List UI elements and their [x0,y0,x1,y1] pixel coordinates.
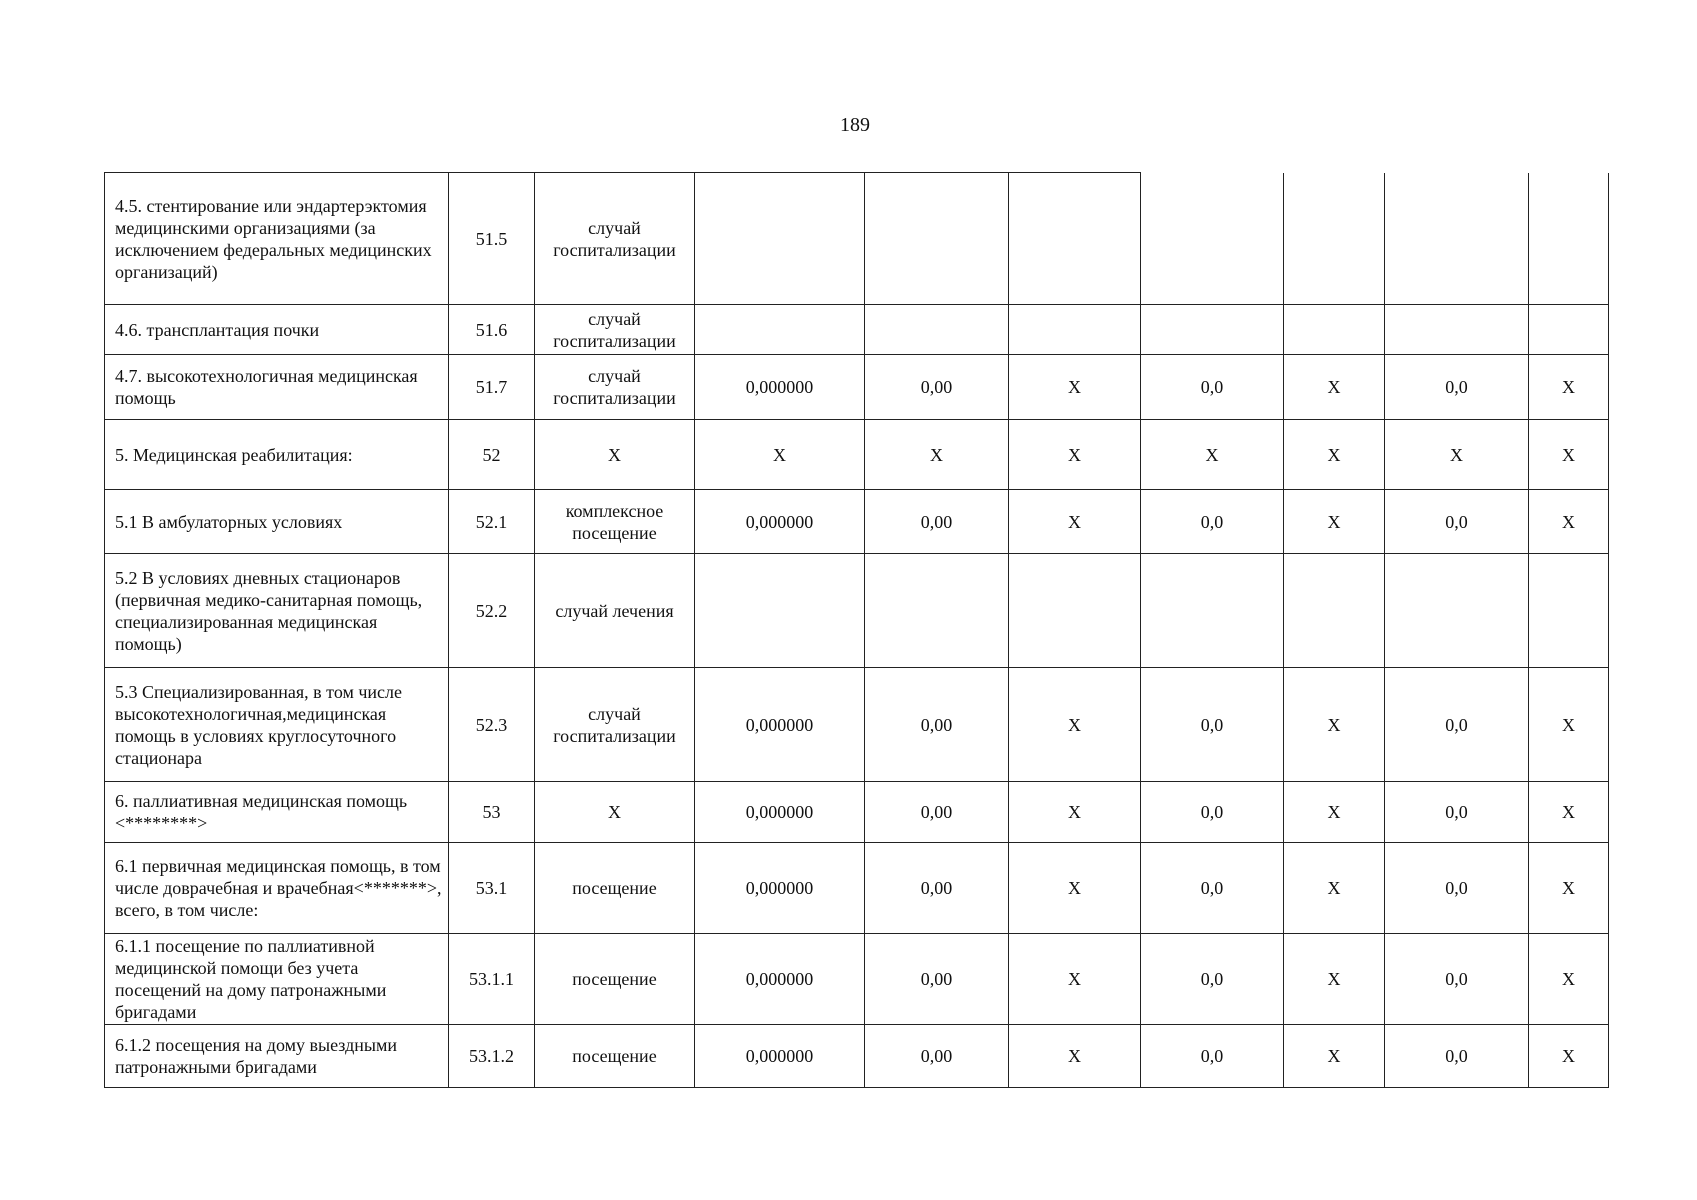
row-code: 53.1 [449,843,535,934]
row-value-2: 0,00 [865,668,1009,782]
row-name: 5.1 В амбулаторных условиях [105,490,449,554]
row-unit: посещение [535,1025,695,1088]
row-value-4 [1141,554,1284,668]
row-value-4: 0,0 [1141,934,1284,1025]
row-value-6: 0,0 [1385,934,1529,1025]
row-name: 5.3 Специализированная, в том числе высокотехнологичная,медицинская помощь в условиях круглосуточного стационара [105,668,449,782]
row-value-4: 0,0 [1141,782,1284,843]
row-value-4: 0,0 [1141,1025,1284,1088]
row-value-5: X [1284,1025,1385,1088]
row-code: 51.5 [449,173,535,305]
row-value-7 [1529,173,1609,305]
row-value-3: X [1009,843,1141,934]
row-value-5 [1284,305,1385,355]
row-value-7: X [1529,668,1609,782]
row-name: 6.1.2 посещения на дому выездными патронажными бригадами [105,1025,449,1088]
row-value-5: X [1284,490,1385,554]
row-value-7: X [1529,1025,1609,1088]
row-value-2: 0,00 [865,490,1009,554]
row-code: 52.2 [449,554,535,668]
row-code: 52.1 [449,490,535,554]
row-name: 4.5. стентирование или эндартерэктомия медицинскими организациями (за исключением федеральных медицинских организаций) [105,173,449,305]
row-unit: комплексное посещение [535,490,695,554]
row-value-7: X [1529,843,1609,934]
row-value-6 [1385,305,1529,355]
row-value-1: X [695,420,865,490]
table-row [105,1025,1609,1088]
row-unit: случай госпитализации [535,305,695,355]
row-value-6: 0,0 [1385,355,1529,420]
row-value-1: 0,000000 [695,1025,865,1088]
row-unit: случай госпитализации [535,355,695,420]
row-value-7: X [1529,934,1609,1025]
row-unit: посещение [535,843,695,934]
row-value-4 [1141,305,1284,355]
row-value-7: X [1529,355,1609,420]
row-value-6: 0,0 [1385,782,1529,843]
table-row [105,305,1609,355]
row-value-6 [1385,173,1529,305]
row-value-5: X [1284,843,1385,934]
row-value-7: X [1529,490,1609,554]
table-row [105,490,1609,554]
row-value-2 [865,305,1009,355]
row-value-5: X [1284,355,1385,420]
row-value-6: 0,0 [1385,1025,1529,1088]
table-row [105,782,1609,843]
row-name: 6.1 первичная медицинская помощь, в том числе доврачебная и врачебная<*******>, всего, в том числе: [105,843,449,934]
row-name: 4.6. трансплантация почки [105,305,449,355]
table-row [105,355,1609,420]
row-value-6: 0,0 [1385,490,1529,554]
row-name: 6.1.1 посещение по паллиативной медицинской помощи без учета посещений на дому патронажными бригадами [105,934,449,1025]
row-name: 5. Медицинская реабилитация: [105,420,449,490]
row-value-3: X [1009,355,1141,420]
table-row [105,843,1609,934]
row-value-3: X [1009,782,1141,843]
row-code: 53.1.2 [449,1025,535,1088]
row-value-6: 0,0 [1385,668,1529,782]
row-value-4: 0,0 [1141,355,1284,420]
row-value-7 [1529,305,1609,355]
table-row [105,173,1609,305]
row-name: 5.2 В условиях дневных стационаров (первичная медико-санитарная помощь, специализированная медицинская помощь) [105,554,449,668]
row-value-5: X [1284,420,1385,490]
row-value-2: 0,00 [865,782,1009,843]
row-value-3 [1009,173,1141,305]
row-value-5: X [1284,782,1385,843]
row-unit: посещение [535,934,695,1025]
table-row [105,934,1609,1025]
row-value-5 [1284,173,1385,305]
row-value-2: 0,00 [865,355,1009,420]
table-row [105,668,1609,782]
row-value-1 [695,554,865,668]
row-value-3: X [1009,490,1141,554]
row-value-6: 0,0 [1385,843,1529,934]
row-unit: случай госпитализации [535,668,695,782]
row-value-4 [1141,173,1284,305]
row-unit: X [535,782,695,843]
row-unit: X [535,420,695,490]
page-number: 189 [840,114,870,136]
row-value-7: X [1529,782,1609,843]
row-value-1: 0,000000 [695,782,865,843]
row-value-7: X [1529,420,1609,490]
row-code: 52 [449,420,535,490]
row-value-1: 0,000000 [695,843,865,934]
row-value-4: 0,0 [1141,490,1284,554]
row-code: 53 [449,782,535,843]
row-value-5 [1284,554,1385,668]
data-table [104,172,1609,1088]
row-value-1: 0,000000 [695,490,865,554]
row-value-1 [695,173,865,305]
row-value-4: 0,0 [1141,843,1284,934]
row-value-3: X [1009,420,1141,490]
row-unit: случай госпитализации [535,173,695,305]
row-value-7 [1529,554,1609,668]
row-value-3: X [1009,1025,1141,1088]
row-value-5: X [1284,668,1385,782]
row-value-6: X [1385,420,1529,490]
row-value-2 [865,173,1009,305]
row-value-3: X [1009,934,1141,1025]
row-value-1: 0,000000 [695,355,865,420]
row-code: 51.6 [449,305,535,355]
row-code: 52.3 [449,668,535,782]
row-value-1: 0,000000 [695,668,865,782]
row-value-2: X [865,420,1009,490]
row-value-4: X [1141,420,1284,490]
row-value-2: 0,00 [865,934,1009,1025]
row-value-6 [1385,554,1529,668]
row-value-1 [695,305,865,355]
row-value-2 [865,554,1009,668]
row-name: 6. паллиативная медицинская помощь <********> [105,782,449,843]
row-value-5: X [1284,934,1385,1025]
table-row [105,554,1609,668]
row-value-4: 0,0 [1141,668,1284,782]
row-value-2: 0,00 [865,843,1009,934]
row-value-2: 0,00 [865,1025,1009,1088]
row-code: 51.7 [449,355,535,420]
row-code: 53.1.1 [449,934,535,1025]
row-name: 4.7. высокотехнологичная медицинская помощь [105,355,449,420]
row-value-3 [1009,554,1141,668]
row-unit: случай лечения [535,554,695,668]
row-value-3 [1009,305,1141,355]
table-row [105,420,1609,490]
row-value-3: X [1009,668,1141,782]
row-value-1: 0,000000 [695,934,865,1025]
